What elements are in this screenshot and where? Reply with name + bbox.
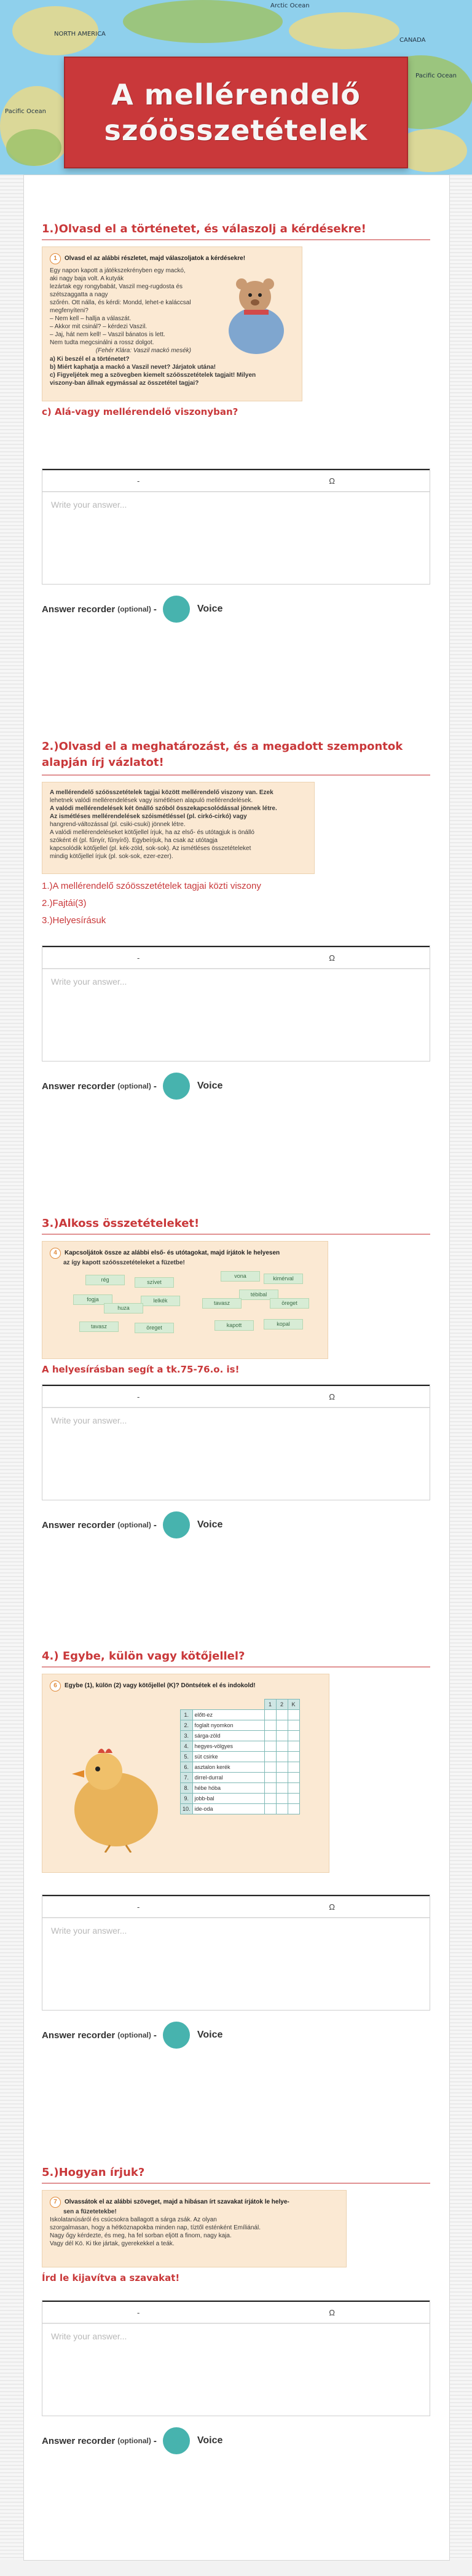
table-row — [181, 1741, 300, 1752]
outline-item: 1.)A mellérendelő szóösszetételek tagjai közti viszony — [42, 881, 261, 891]
page-title-box — [64, 57, 408, 168]
answer-box-4 — [42, 1894, 430, 2049]
textbook-line: Nem tudta megcsinálni a rossz dolgot. — [50, 339, 154, 346]
answer-checkbox-cell[interactable] — [264, 1773, 276, 1783]
map-label: Arctic Ocean — [270, 2, 310, 9]
map-label: NORTH AMERICA — [54, 31, 106, 37]
table-cell: 8. — [181, 1783, 193, 1794]
textbook-line: Egy napon kapott a játékszekrényben egy mackó, aki nagy baja volt. A kutyák — [50, 267, 186, 282]
answer-checkbox-cell[interactable] — [264, 1710, 276, 1720]
recorder-dash: - — [153, 604, 157, 615]
table-row — [181, 1794, 300, 1804]
answer-box-3 — [42, 1384, 430, 1538]
textbook-tasks — [50, 355, 281, 387]
word-chip[interactable]: lelkék — [141, 1296, 180, 1306]
answer-checkbox-cell[interactable] — [288, 1794, 299, 1804]
editor-toolbar — [42, 947, 430, 969]
exercise-number-badge: 6 — [50, 1680, 61, 1692]
special-characters-button[interactable]: Ω — [329, 2307, 336, 2317]
answer-checkbox-cell[interactable] — [276, 1752, 288, 1762]
textbook-task: a) Ki beszél el a történetet? — [50, 356, 130, 363]
column-header-2: 2 — [276, 1700, 288, 1710]
table-cell: 10. — [181, 1804, 193, 1814]
word-chip[interactable]: huza — [104, 1303, 143, 1314]
textbook-line: az így kapott szóösszetételeket a füzetbe! — [63, 1259, 185, 1266]
word-chip[interactable]: öreget — [135, 1323, 174, 1333]
hint-text: A helyesírásban segít a tk.75-76.o. is! — [42, 1364, 240, 1375]
textbook-line: mindig kötőjellel írjuk (pl. sok-sok, ezer-ezer). — [50, 853, 173, 860]
textbook-line: kapcsolódik kötőjellel (pl. kék-zöld, sok-sok). Az ismétléses összetételeket — [50, 845, 251, 852]
answer-editor — [42, 2300, 430, 2416]
answer-recorder — [42, 596, 430, 623]
word-chip[interactable]: tavasz — [202, 1298, 242, 1309]
question-text: Írd le kijavítva a szavakat! — [42, 2272, 180, 2283]
answer-checkbox-cell[interactable] — [264, 1741, 276, 1752]
answer-checkbox-cell[interactable] — [264, 1794, 276, 1804]
recorder-optional: (optional) — [117, 605, 151, 613]
answer-checkbox-cell[interactable] — [276, 1720, 288, 1731]
table-row — [181, 1783, 300, 1794]
exercise-number-badge: 1 — [50, 253, 61, 264]
textbook-line: Iskolatanúsáról és csúcsokra ballagott a sárga zsák. Az olyan — [50, 2216, 217, 2223]
table-row — [181, 1752, 300, 1762]
table-cell: 9. — [181, 1794, 193, 1804]
word-chip[interactable]: tébibal — [239, 1290, 278, 1300]
section-title: 4.) Egybe, külön vagy kötőjellel? — [42, 1650, 245, 1663]
textbook-line: lehetnek valódi mellérendelések vagy ismétlésen alapuló mellérendelések. — [50, 797, 253, 804]
table-cell: hébe hóba — [192, 1783, 264, 1794]
table-row — [181, 1773, 300, 1783]
answer-input[interactable]: Write your answer... — [42, 2323, 430, 2416]
textbook-line: szorgalmasan, hogy a hétköznapokba minden nap, tíztől esténként Emíliánál. — [50, 2224, 261, 2231]
answer-editor — [42, 468, 430, 585]
textbook-line: Kapcsoljátok össze az alábbi első- és utótagokat, majd írjátok le helyesen — [65, 1250, 280, 1256]
table-cell: 7. — [181, 1773, 193, 1783]
answer-box-1 — [42, 468, 430, 623]
answer-recorder — [42, 1511, 430, 1538]
table-cell: előtt-ez — [192, 1710, 264, 1720]
table-cell: süt csirke — [192, 1752, 264, 1762]
answer-checkbox-cell[interactable] — [276, 1710, 288, 1720]
word-chip[interactable]: öreget — [270, 1298, 309, 1309]
word-chip[interactable]: kopal — [264, 1319, 303, 1329]
recorder-label: Answer recorder — [42, 1519, 116, 1530]
recorder-optional: (optional) — [117, 1082, 151, 1090]
subscript-button[interactable]: - — [136, 2307, 140, 2317]
answer-checkbox-cell[interactable] — [264, 1720, 276, 1731]
answer-checkbox-cell[interactable] — [288, 1783, 299, 1794]
word-chip[interactable]: kimérval — [264, 1274, 303, 1284]
answer-input[interactable]: Write your answer... — [42, 1918, 430, 2010]
table-cell: foglalt nyomkon — [192, 1720, 264, 1731]
textbook-line: szőrén. Ott nálla, és kérdi: Mondd, lehet-e kaláccsal megfenyíteni? — [50, 299, 191, 314]
editor-toolbar — [42, 1386, 430, 1408]
table-row — [181, 1720, 300, 1731]
textbook-line: Nagy őgy kérdezte, és meg, ha fel sorban eljött a finom, nagy kaja. — [50, 2232, 232, 2239]
answer-recorder — [42, 1073, 430, 1100]
subscript-button[interactable]: - — [136, 476, 140, 486]
textbook-line: A valódi mellérendeléseket kötőjellel írjuk, ha az első- és utótagjuk is önálló — [50, 829, 254, 836]
map-landmass — [6, 129, 61, 166]
answer-checkbox-cell[interactable] — [288, 1720, 299, 1731]
page-title-line: szóösszetételek — [104, 114, 368, 147]
editor-toolbar — [42, 470, 430, 492]
answer-checkbox-cell[interactable] — [264, 1752, 276, 1762]
answer-checkbox-cell[interactable] — [276, 1804, 288, 1814]
teddy-bear-illustration-icon — [219, 269, 293, 355]
answer-checkbox-cell[interactable] — [288, 1731, 299, 1741]
side-decoration — [449, 175, 472, 2559]
section-title: 2.)Olvasd el a meghatározást, és a megadott szempontok alapján írj vázlatot! — [42, 740, 403, 769]
answer-checkbox-cell[interactable] — [264, 1783, 276, 1794]
textbook-definition — [42, 782, 315, 874]
recorder-dash: - — [153, 1519, 157, 1530]
textbook-line: Vagy dél Kö. Ki tke jártak, gyerekekkel a teák. — [50, 2240, 175, 2247]
answer-checkbox-cell[interactable] — [288, 1762, 299, 1773]
answer-checkbox-cell[interactable] — [288, 1741, 299, 1752]
map-label: Pacific Ocean — [415, 73, 457, 79]
textbook-line: – Akkor mit csinál? – kérdezi Vaszil. — [50, 323, 148, 330]
answer-checkbox-cell[interactable] — [288, 1804, 299, 1814]
section-divider — [42, 239, 430, 240]
textbook-word-match — [42, 1241, 328, 1359]
subscript-button[interactable]: - — [136, 1902, 140, 1912]
table-row — [181, 1804, 300, 1814]
textbook-correction-text — [42, 2190, 347, 2267]
subscript-button[interactable]: - — [136, 953, 140, 963]
word-chip[interactable]: vona — [221, 1271, 260, 1282]
table-cell: hegyes-völgyes — [192, 1741, 264, 1752]
answer-checkbox-cell[interactable] — [276, 1773, 288, 1783]
special-characters-button[interactable]: Ω — [329, 1392, 336, 1401]
question-text: c) Alá-vagy mellérendelő viszonyban? — [42, 406, 238, 417]
answer-checkbox-cell[interactable] — [288, 1773, 299, 1783]
exercise-number-badge: 7 — [50, 2197, 61, 2208]
word-chip[interactable]: fogja — [73, 1294, 112, 1305]
chicken-illustration-icon — [67, 1742, 165, 1853]
map-landmass — [123, 0, 283, 43]
outline-list — [42, 878, 430, 929]
editor-toolbar — [42, 2302, 430, 2323]
textbook-line: Egybe (1), külön (2) vagy kötőjellel (K)? Döntsétek el és indokold! — [65, 1682, 256, 1689]
record-voice-button[interactable] — [163, 596, 190, 623]
textbook-line: – Nem kell – hallja a válaszát. — [50, 315, 132, 322]
section-2 — [42, 739, 430, 929]
special-characters-button[interactable]: Ω — [329, 476, 336, 486]
special-characters-button[interactable]: Ω — [329, 953, 336, 963]
answer-checkbox-cell[interactable] — [288, 1752, 299, 1762]
table-cell: 4. — [181, 1741, 193, 1752]
word-table — [180, 1699, 300, 1814]
record-voice-button[interactable] — [163, 1511, 190, 1538]
voice-label: Voice — [197, 2030, 223, 2040]
table-row — [181, 1731, 300, 1741]
voice-label: Voice — [197, 1081, 223, 1091]
answer-checkbox-cell[interactable] — [288, 1710, 299, 1720]
textbook-line: szóként él (pl. fűnyír, fűnyírő). Egybeírjuk, ha csak az utótagja — [50, 837, 218, 844]
answer-input[interactable]: Write your answer... — [42, 1408, 430, 1500]
section-divider — [42, 1666, 430, 1668]
answer-checkbox-cell[interactable] — [276, 1783, 288, 1794]
header-map-banner — [0, 0, 472, 178]
answer-editor — [42, 1894, 430, 2011]
word-chip[interactable]: tavasz — [79, 1321, 119, 1332]
answer-checkbox-cell[interactable] — [264, 1804, 276, 1814]
textbook-task: b) Miért kaphatja a mackó a Vaszil nevet? Járjatok utána! — [50, 364, 216, 371]
word-chip[interactable]: szívet — [135, 1277, 174, 1288]
voice-label: Voice — [197, 1519, 223, 1530]
word-chip[interactable]: kapott — [214, 1320, 254, 1331]
section-4 — [42, 1650, 430, 1873]
word-chip[interactable]: rég — [85, 1275, 125, 1285]
section-5 — [42, 2166, 430, 2283]
recorder-dash: - — [153, 1081, 157, 1092]
answer-checkbox-cell[interactable] — [276, 1741, 288, 1752]
recorder-label: Answer recorder — [42, 1081, 116, 1092]
answer-input[interactable]: Write your answer... — [42, 492, 430, 584]
textbook-line: A mellérendelő szóösszetételek tagjai között mellérendelő viszony van. Ezek — [50, 789, 273, 796]
answer-checkbox-cell[interactable] — [276, 1794, 288, 1804]
recorder-optional: (optional) — [117, 2031, 151, 2039]
section-divider — [42, 1234, 430, 1235]
record-voice-button[interactable] — [163, 2022, 190, 2049]
outline-item: 2.)Fajtái(3) — [42, 898, 87, 908]
map-label: CANADA — [399, 37, 426, 44]
recorder-label: Answer recorder — [42, 2030, 116, 2041]
table-cell: dirrel-durral — [192, 1773, 264, 1783]
page-title-line: A mellérendelő — [111, 78, 361, 111]
answer-checkbox-cell[interactable] — [276, 1762, 288, 1773]
textbook-line: Olvasd el az alábbi részletet, majd válaszoljatok a kérdésekre! — [65, 255, 246, 262]
voice-label: Voice — [197, 2435, 223, 2446]
recorder-dash: - — [153, 2030, 157, 2041]
textbook-line: – Jaj, hát nem kell! – Vaszil bánatos is lett. — [50, 331, 165, 338]
table-cell: 3. — [181, 1731, 193, 1741]
answer-editor — [42, 945, 430, 1062]
side-decoration — [0, 175, 23, 2559]
section-divider — [42, 2183, 430, 2184]
answer-checkbox-cell[interactable] — [264, 1762, 276, 1773]
column-header-k: K — [288, 1700, 299, 1710]
textbook-line: hangrend-változással (pl. csiki-csuki) jönnek létre. — [50, 821, 186, 828]
recorder-optional: (optional) — [117, 1521, 151, 1529]
table-row — [181, 1762, 300, 1773]
table-cell: 1. — [181, 1710, 193, 1720]
section-title: 5.)Hogyan írjuk? — [42, 2166, 145, 2179]
map-landmass — [289, 12, 399, 49]
recorder-label: Answer recorder — [42, 2435, 116, 2446]
textbook-excerpt — [42, 246, 302, 401]
recorder-dash: - — [153, 2435, 157, 2446]
answer-recorder — [42, 2022, 430, 2049]
answer-editor — [42, 1384, 430, 1500]
table-cell: 2. — [181, 1720, 193, 1731]
editor-toolbar — [42, 1896, 430, 1918]
exercise-number-badge: 4 — [50, 1248, 61, 1259]
textbook-spelling-table — [42, 1674, 329, 1873]
table-cell: 5. — [181, 1752, 193, 1762]
textbook-citation: (Fehér Klára: Vaszil mackó mesék) — [95, 347, 191, 354]
textbook-line: lezártak egy rongybabát, Vaszil meg-rugdosta és szétszaggatta a nagy — [50, 283, 183, 298]
answer-checkbox-cell[interactable] — [264, 1731, 276, 1741]
answer-checkbox-cell[interactable] — [276, 1731, 288, 1741]
textbook-line: Az ismétléses mellérendelések szóismétléssel (pl. cirkó-cirkó) vagy — [50, 813, 247, 820]
map-label: Pacific Ocean — [5, 108, 46, 115]
table-cell: 6. — [181, 1762, 193, 1773]
textbook-task: c) Figyeljétek meg a szövegben kiemelt szóösszetételek tagjait! Milyen viszony-ban állnak egymással az összetétel tagjai? — [50, 372, 256, 387]
answer-box-5 — [42, 2300, 430, 2454]
section-title: 3.)Alkoss összetételeket! — [42, 1217, 200, 1230]
recorder-label: Answer recorder — [42, 604, 116, 615]
textbook-line: Olvassátok el az alábbi szöveget, majd a hibásan írt szavakat írjátok le helye- — [65, 2199, 289, 2205]
section-3 — [42, 1217, 430, 1375]
section-title: 1.)Olvasd el a történetet, és válaszolj a kérdésekre! — [42, 223, 366, 235]
table-cell: ide-oda — [192, 1804, 264, 1814]
section-1 — [42, 223, 430, 417]
record-voice-button[interactable] — [163, 1073, 190, 1100]
table-cell: asztalon kerék — [192, 1762, 264, 1773]
column-header-1: 1 — [264, 1700, 276, 1710]
table-row — [181, 1710, 300, 1720]
special-characters-button[interactable]: Ω — [329, 1902, 336, 1912]
answer-input[interactable]: Write your answer... — [42, 969, 430, 1061]
section-divider — [42, 774, 430, 776]
table-cell: sárga-zöld — [192, 1731, 264, 1741]
outline-item: 3.)Helyesírásuk — [42, 915, 106, 926]
textbook-body — [50, 267, 191, 355]
recorder-optional: (optional) — [117, 2436, 151, 2445]
subscript-button[interactable]: - — [136, 1392, 140, 1401]
textbook-line: A valódi mellérendelések két önálló szóból összekapcsolódással jönnek létre. — [50, 805, 277, 812]
answer-recorder — [42, 2427, 430, 2454]
table-cell: jobb-bal — [192, 1794, 264, 1804]
answer-box-2 — [42, 945, 430, 1100]
textbook-line: sen a füzetetekbe! — [63, 2208, 117, 2215]
voice-label: Voice — [197, 604, 223, 614]
record-voice-button[interactable] — [163, 2427, 190, 2454]
